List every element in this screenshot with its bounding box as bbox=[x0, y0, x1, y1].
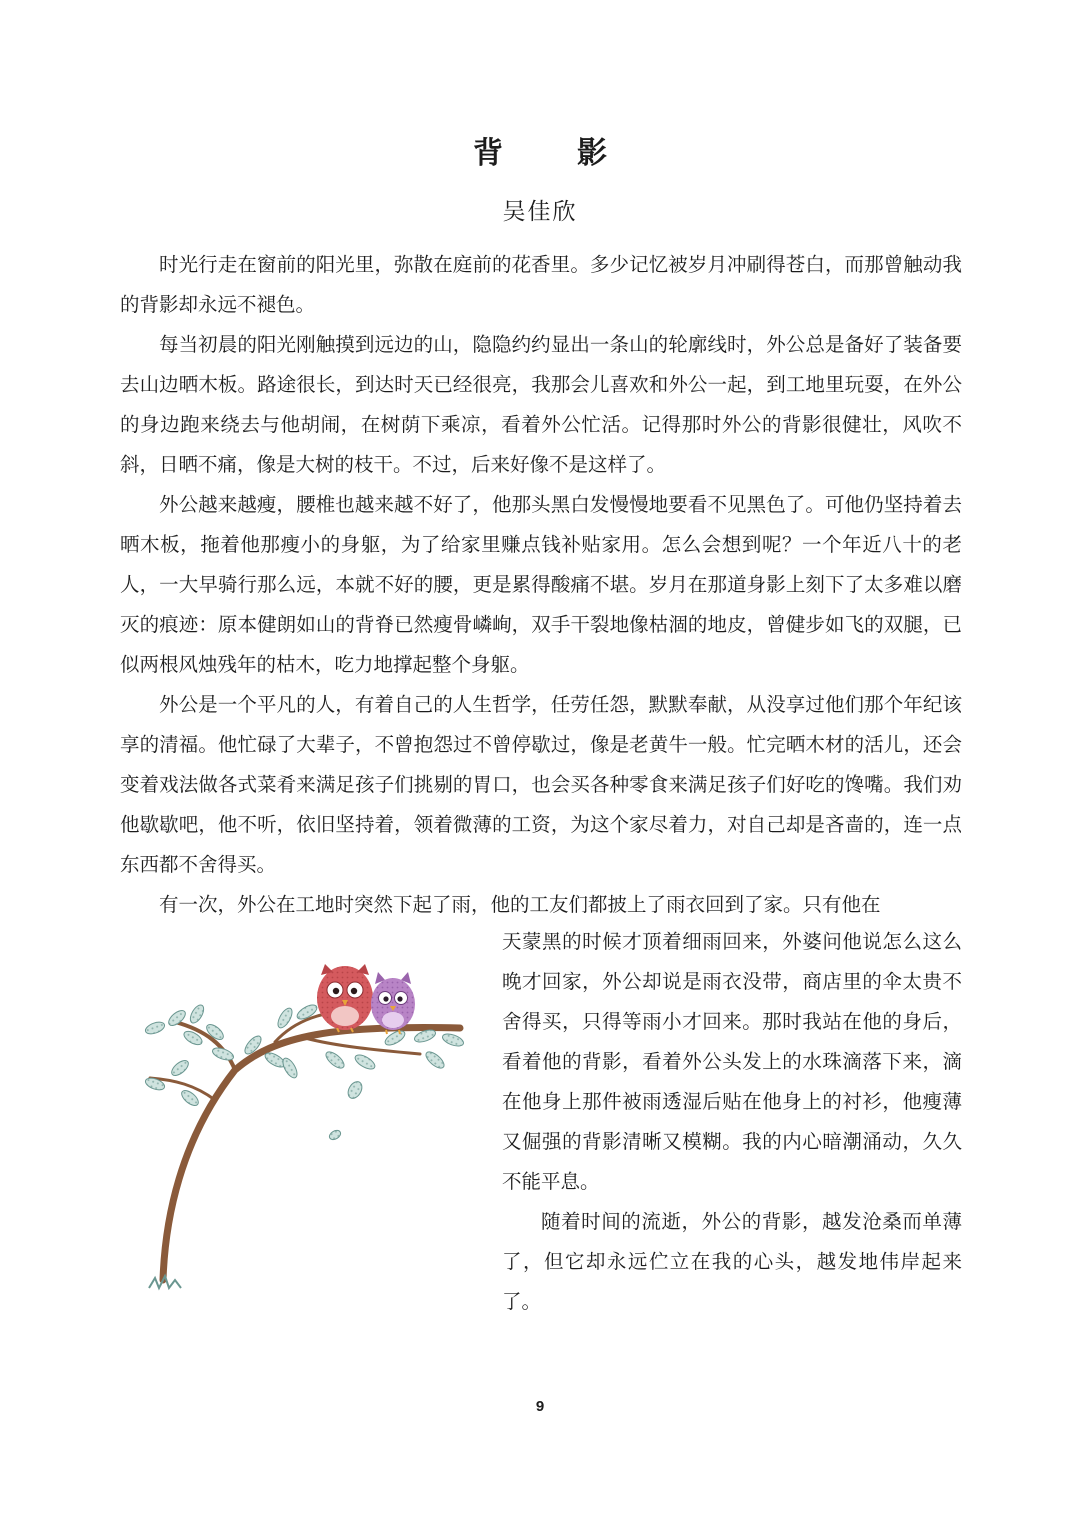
paragraph-continuation: 天蒙黑的时候才顶着细雨回来，外婆问他说怎么这么晚才回家，外公却说是雨衣没带，商店里的伞太贵不舍得买，只得等雨小才回来。那时我站在他的身后，看着他的背影，看着外公头发上的水珠滴落下来，滴在他身上那件被雨透湿后贴在他身上的衬衫，他瘦薄又倔强的背影清晰又模糊。我的内心暗潮涌动，久久不能平息。 bbox=[502, 930, 962, 1193]
essay-body-wrapped bbox=[502, 922, 962, 1322]
page-number: 9 bbox=[535, 1398, 545, 1415]
author-name: 吴佳欣 bbox=[502, 199, 578, 225]
paragraph: 每当初晨的阳光刚触摸到远边的山，隐隐约约显出一条山的轮廓线时，外公总是备好了装备要去山边晒木板。路途很长，到达时天已经很亮，我那会儿喜欢和外公一起，到工地里玩耍，在外公的身边跑来绕去与他胡闹，在树荫下乘凉，看着外公忙活。记得那时外公的背影很健壮，风吹不斜，日晒不痛，像是大树的枝干。不过，后来好像不是这样了。 bbox=[120, 333, 962, 476]
essay-body bbox=[120, 245, 962, 925]
paragraph: 外公是一个平凡的人，有着自己的人生哲学，任劳任怨，默默奉献，从没享过他们那个年纪该享的清福。他忙碌了大辈子，不曾抱怨过不曾停歇过，像是老黄牛一般。忙完晒木材的活儿，还会变着戏法做各式菜肴来满足孩子们挑剔的胃口，也会买各种零食来满足孩子们好吃的馋嘴。我们劝他歇歇吧，他不听，依旧坚持着，领着微薄的工资，为这个家尽着力，对自己却是吝啬的，连一点东西都不舍得买。 bbox=[120, 693, 962, 876]
paragraph: 随着时间的流逝，外公的背影，越发沧桑而单薄了，但它却永远伫立在我的心头，越发地伟岸起来了。 bbox=[502, 1210, 962, 1313]
page-title: 背 影 bbox=[473, 136, 629, 171]
paragraph: 时光行走在窗前的阳光里，弥散在庭前的花香里。多少记忆被岁月冲刷得苍白，而那曾触动我的背影却永远不褪色。 bbox=[120, 253, 962, 316]
paragraph: 有一次，外公在工地时突然下起了雨，他的工友们都披上了雨衣回到了家。只有他在 bbox=[159, 893, 881, 916]
tree-with-two-owls-icon bbox=[135, 950, 480, 1300]
paragraph: 外公越来越瘦，腰椎也越来越不好了，他那头黑白发慢慢地要看不见黑色了。可他仍坚持着去晒木板，拖着他那瘦小的身躯，为了给家里赚点钱补贴家用。怎么会想到呢？一个年近八十的老人，一大早骑行那么远，本就不好的腰，更是累得酸痛不堪。岁月在那道身影上刻下了太多难以磨灭的痕迹：原本健朗如山的背脊已然瘦骨嶙峋，双手干裂地像枯涸的地皮，曾健步如飞的双腿，已似两根风烛残年的枯木，吃力地撑起整个身躯。 bbox=[120, 493, 962, 676]
